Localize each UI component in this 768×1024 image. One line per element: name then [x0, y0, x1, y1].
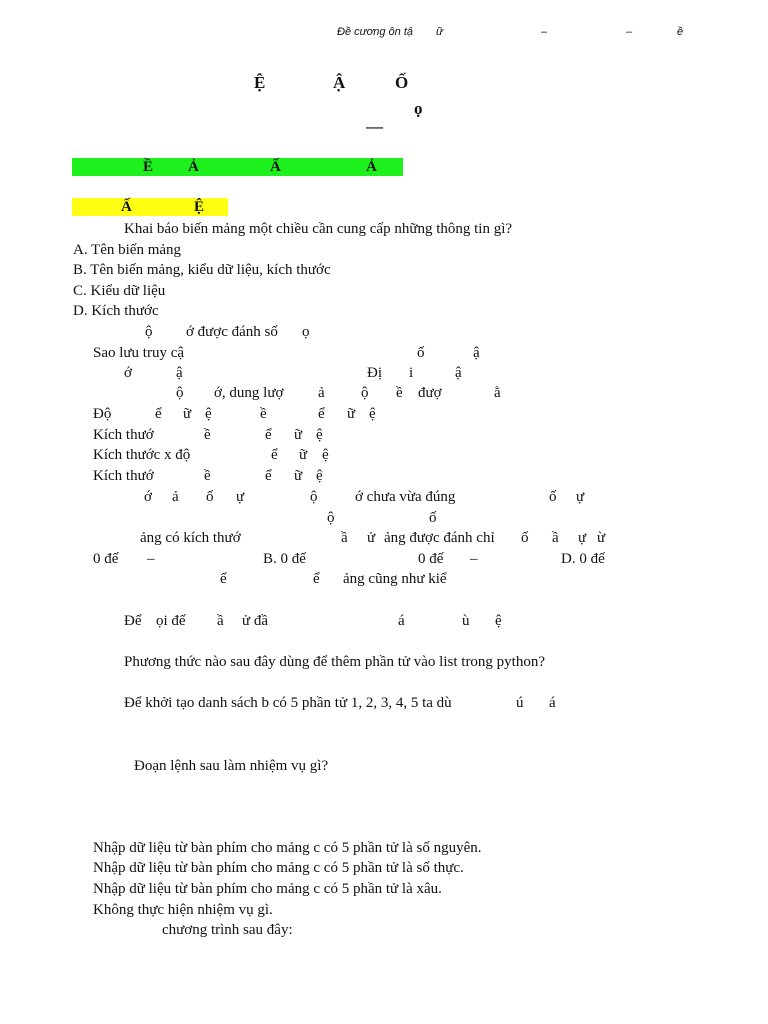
q3-fragment: ự [576, 489, 585, 505]
q5-fragment: á [398, 613, 405, 629]
q5-fragment: ọi đế [156, 613, 186, 629]
q2-option-b: ệ [316, 427, 323, 443]
q2-option-c: ể [271, 447, 278, 463]
q5-fragment: Để [124, 613, 142, 629]
q2-option-b: Kích thướ [93, 427, 154, 443]
q7-fragment: ú [516, 695, 524, 711]
header-fragment: – [541, 26, 548, 38]
q2-option-c: ệ [322, 447, 329, 463]
question-9-text: chương trình sau đây: [162, 922, 293, 938]
q4-fragment: ể [220, 571, 227, 587]
q2-option-d: ữ [294, 468, 303, 484]
q3-fragment: ố [429, 510, 437, 526]
q2-fragment: ớ được đánh số [186, 324, 278, 340]
q4-fragment: ử [367, 530, 376, 546]
q4-fragment: ự [578, 530, 587, 546]
q2-option-c: ữ [299, 447, 308, 463]
q2-fragment: ề [396, 385, 403, 401]
question-6-text: Phương thức nào sau đây dùng để thêm phần tử vào list trong python? [124, 654, 546, 670]
q2-option-a: ề [260, 406, 267, 422]
subbanner-glyph: Ấ [121, 199, 132, 215]
q3-fragment: ố [206, 489, 214, 505]
q2-fragment: đượ [418, 385, 442, 401]
q2-option-d: ể [265, 468, 272, 484]
q4-option-d: D. 0 đế [561, 551, 605, 567]
q3-fragment: ố [549, 489, 557, 505]
q2-option-b: ữ [294, 427, 303, 443]
q2-option-a: ể [318, 406, 325, 422]
q2-fragment: ậ [473, 345, 480, 361]
q4-option-b: B. 0 đế [263, 551, 306, 567]
q4-fragment: ố [521, 530, 529, 546]
q2-fragment: ọ [302, 324, 310, 340]
q8-option-c: Nhập dữ liệu từ bàn phím cho mảng c có 5 phần tử là xâu. [93, 881, 442, 897]
q2-option-d: ệ [316, 468, 323, 484]
q2-fragment: ằ [494, 385, 501, 401]
q2-fragment: ớ, dung lượ [214, 385, 284, 401]
q8-option-d: Không thực hiện nhiệm vụ gì. [93, 902, 273, 918]
q5-fragment: ử đầ [242, 613, 269, 629]
q4-option-a: – [147, 551, 155, 567]
q7-fragment: á [549, 695, 556, 711]
subtitle-glyph: ọ [414, 99, 423, 118]
subtitle-dash: — [366, 117, 383, 136]
q5-fragment: ù [462, 613, 470, 629]
q4-fragment: ể [313, 571, 320, 587]
q3-fragment: ự [236, 489, 245, 505]
q2-fragment: ả [318, 385, 325, 401]
q4-option-a: 0 đế [93, 551, 119, 567]
q2-fragment: ố [417, 345, 425, 361]
q2-option-d: Kích thướ [93, 468, 154, 484]
q8-option-b: Nhập dữ liệu từ bàn phím cho mảng c có 5 phần tử là số thực. [93, 860, 464, 876]
q1-option-b: B. Tên biến mảng, kiểu dữ liệu, kích thước [73, 262, 331, 278]
q2-option-a: ệ [205, 406, 212, 422]
header-fragment: – [626, 26, 633, 38]
q4-fragment: ầ [552, 530, 559, 546]
title-glyph: Ố [395, 73, 409, 92]
q8-option-a: Nhập dữ liệu từ bàn phím cho mảng c có 5 phần tử là số nguyên. [93, 840, 482, 856]
q2-fragment: ộ [361, 385, 369, 401]
q2-option-d: ề [204, 468, 211, 484]
q3-fragment: ớ chưa vừa đúng [355, 489, 456, 505]
q3-fragment: ộ [310, 489, 318, 505]
question-8-text: Đoạn lệnh sau làm nhiệm vụ gì? [134, 758, 329, 774]
q2-option-b: ề [204, 427, 211, 443]
q2-option-a: ể [155, 406, 162, 422]
section-banner [72, 158, 403, 176]
header-fragment: ữ [436, 26, 443, 38]
subsection-banner [72, 198, 228, 216]
q2-option-b: ể [265, 427, 272, 443]
question-7-text: Để khởi tạo danh sách b có 5 phần tử 1, 2, 3, 4, 5 ta dù [124, 695, 452, 711]
banner-glyph: Ả [366, 159, 377, 175]
q3-fragment: ả [172, 489, 179, 505]
question-1-text: Khai báo biến mảng một chiều cần cung cấp những thông tin gì? [124, 221, 513, 237]
q4-option-c: – [470, 551, 478, 567]
q5-fragment: ệ [495, 613, 502, 629]
q2-fragment: ớ [124, 365, 132, 381]
q3-fragment: ộ [327, 510, 335, 526]
q2-option-a: ữ [347, 406, 356, 422]
banner-glyph: Ấ [270, 159, 281, 175]
banner-glyph: Ề [143, 159, 154, 175]
q2-fragment: ộ [176, 385, 184, 401]
q4-option-c: 0 đế [418, 551, 444, 567]
q2-fragment: Đị [367, 365, 382, 381]
q2-fragment: i [409, 365, 414, 381]
q2-option-c: Kích thước x độ [93, 447, 191, 463]
q1-option-a: A. Tên biến mảng [73, 242, 182, 258]
q1-option-d: D. Kích thước [73, 303, 159, 319]
title-glyph: Ệ [254, 73, 266, 92]
q2-fragment: ậ [176, 365, 183, 381]
banner-glyph: Ả [188, 159, 199, 175]
header-fragment: ề [677, 26, 684, 38]
q2-fragment: ậ [455, 365, 462, 381]
q4-fragment: ảng được đánh chỉ [384, 530, 495, 546]
header-title: Đề cương ôn tậ [337, 26, 413, 38]
q4-fragment: ừ [597, 530, 606, 546]
q1-option-c: C. Kiểu dữ liệu [73, 283, 166, 299]
q4-fragment: ảng có kích thướ [140, 530, 241, 546]
q2-fragment: ộ [145, 324, 153, 340]
q3-fragment: ớ [144, 489, 152, 505]
q5-fragment: ầ [217, 613, 224, 629]
q4-fragment: ảng cũng như kiể [343, 571, 447, 587]
subbanner-glyph: Ệ [194, 199, 205, 215]
q4-fragment: ầ [341, 530, 348, 546]
q2-option-a: Độ [93, 406, 112, 422]
q2-option-a: ệ [369, 406, 376, 422]
title-glyph: Ậ [333, 73, 346, 92]
q2-option-a: ữ [183, 406, 192, 422]
q2-fragment: Sao lưu truy cậ [93, 345, 185, 361]
